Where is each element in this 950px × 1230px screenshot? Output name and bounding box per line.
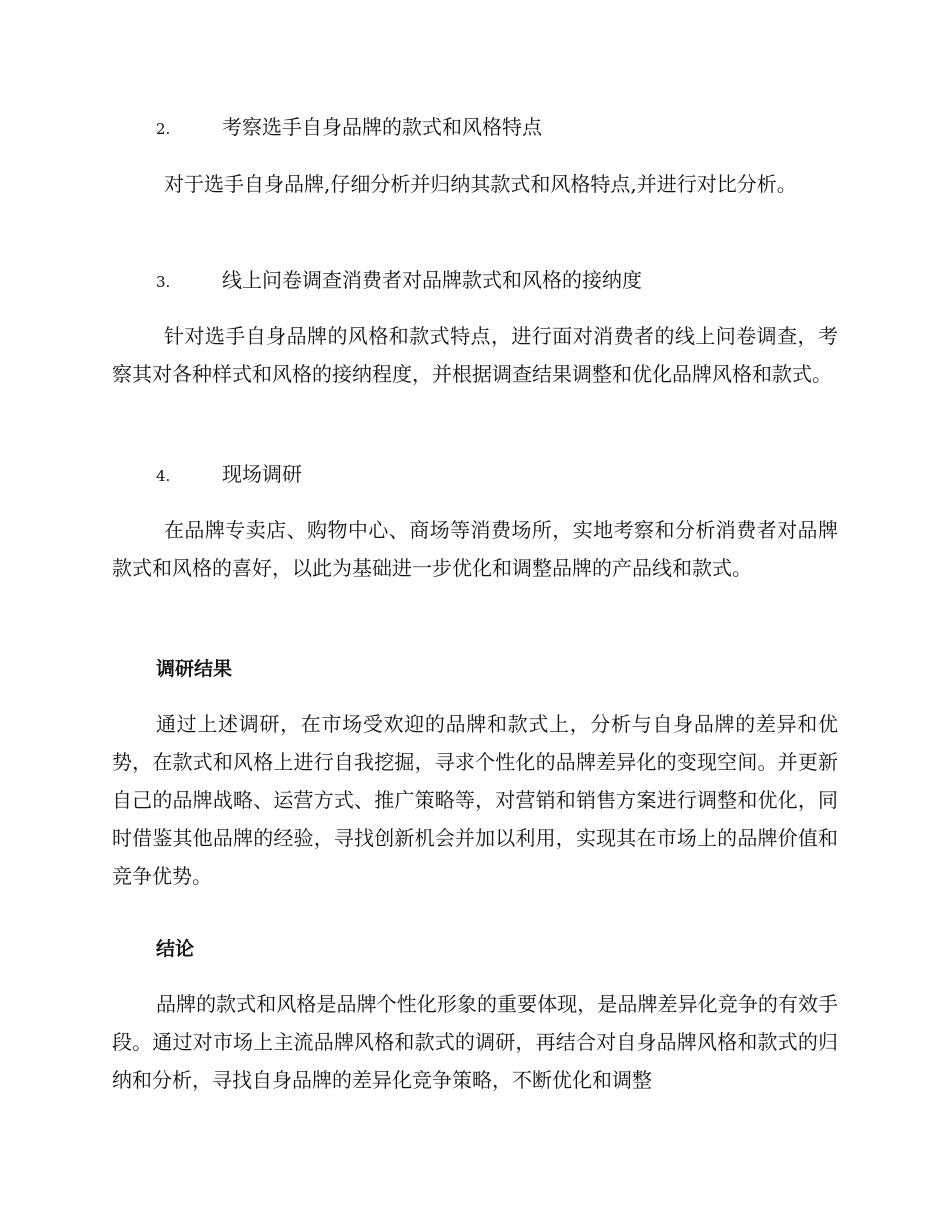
item-number: 2. xyxy=(156,120,171,138)
conclusion-heading: 结论 xyxy=(156,938,195,960)
conclusion-body: 品牌的款式和风格是品牌个性化形象的重要体现，是品牌差异化竞争的有效手段。通过对市场上主流品牌风格和款式的调研，再结合对自身品牌风格和款式的归纳和分析，寻找自身品牌的差异化竞争策略，不断优化和调整 xyxy=(112,992,838,1092)
item-body: 对于选手自身品牌,仔细分析并归纳其款式和风格特点,并进行对比分析。 xyxy=(164,172,797,196)
item-title: 现场调研 xyxy=(222,462,302,486)
item-title: 考察选手自身品牌的款式和风格特点 xyxy=(222,115,542,139)
item-body: 针对选手自身品牌的风格和款式特点，进行面对消费者的线上问卷调查，考察其对各种样式和风格的接纳程度，并根据调查结果调整和优化品牌风格和款式。 xyxy=(112,324,838,386)
results-body: 通过上述调研，在市场受欢迎的品牌和款式上，分析与自身品牌的差异和优势，在款式和风格上进行自我挖掘，寻求个性化的品牌差异化的变现空间。并更新自己的品牌战略、运营方式、推广策略等，对营销和销售方案进行调整和优化，同时借鉴其他品牌的经验，寻找创新机会并加以利用，实现其在市场上的品牌价值和竞争优势。 xyxy=(112,712,838,888)
results-heading: 调研结果 xyxy=(156,658,233,680)
item-body: 在品牌专卖店、购物中心、商场等消费场所，实地考察和分析消费者对品牌款式和风格的喜好，以此为基础进一步优化和调整品牌的产品线和款式。 xyxy=(112,518,838,580)
item-number: 4. xyxy=(156,467,171,485)
item-number: 3. xyxy=(156,273,171,291)
item-title: 线上问卷调查消费者对品牌款式和风格的接纳度 xyxy=(222,268,642,292)
